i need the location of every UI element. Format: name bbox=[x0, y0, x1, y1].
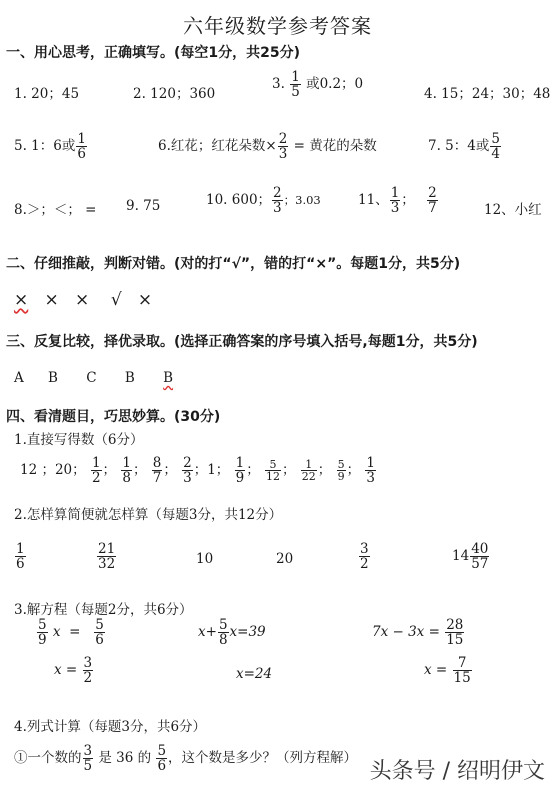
part1-answers: 12 ；20； $\frac{1}{2}$ ； $\frac{1}{8}$ ； $\frac{8}{7}$ ； $\frac{2}{3}$ ；1； $\frac{1}{9}$ ； $\frac{5}{12}$ ； $\frac{1}{22}$ ； $\frac{5}{9}$ ； $\frac{1}{3}$ bbox=[20, 455, 375, 487]
part2-label: 2.怎样算简便就怎样算（每题3分，共12分） bbox=[14, 507, 283, 523]
section4-heading: 四、看清题目，巧思妙算。(30分) bbox=[6, 409, 221, 425]
part4-label: 4.列式计算（每题3分，共6分） bbox=[14, 719, 207, 735]
part4-question-1: ①一个数的 $\frac{3}{5}$ 是 36 的 $\frac{5}{6}$ ，这个数是多少？（列方程解） bbox=[14, 743, 358, 775]
section3-heading: 三、反复比较，择优录取。(选择正确答案的序号填入括号,每题1分，共5分) bbox=[6, 334, 478, 350]
answer-2: 2. 120；360 bbox=[133, 86, 216, 102]
mark-5: × bbox=[137, 290, 153, 310]
part2-answer-1: $\frac{1}{6}$ bbox=[16, 541, 25, 573]
answer-3: 3. $\frac{1}{5}$ 或0.2；0 bbox=[272, 69, 364, 101]
mark-3: × bbox=[74, 290, 90, 310]
equation-1-answer: x = $\frac{3}{2}$ bbox=[54, 655, 93, 687]
mark-1: × bbox=[14, 290, 29, 310]
part2-answer-4: 20 bbox=[276, 551, 294, 567]
choice-1: A bbox=[14, 370, 24, 386]
equation-2-answer: x=24 bbox=[236, 666, 273, 682]
choice-answers bbox=[14, 370, 173, 386]
answer-1: 1. 20；45 bbox=[14, 86, 80, 102]
choice-3: C bbox=[86, 370, 97, 386]
page-title: 六年级数学参考答案 bbox=[183, 14, 372, 38]
part2-answer-6: 14 $\frac{40}{57}$ bbox=[452, 541, 489, 573]
answer-8: 8.＞；＜； = bbox=[14, 202, 97, 218]
answer-6: 6.红花；红花朵数× $\frac{2}{3}$ = 黄花的朵数 bbox=[158, 131, 377, 163]
part3-label: 3.解方程（每题2分，共6分） bbox=[14, 602, 193, 618]
equation-2: x+ $\frac{5}{8}$ x=39 bbox=[198, 617, 266, 649]
choice-2: B bbox=[48, 370, 58, 386]
section2-heading: 二、仔细推敲，判断对错。(对的打“√”，错的打“×”。每题1分，共5分) bbox=[6, 256, 461, 272]
answer-7: 7. 5：4或 $\frac{5}{4}$ bbox=[428, 131, 500, 163]
equation-3-answer: x = $\frac{7}{15}$ bbox=[424, 655, 471, 687]
part2-answer-3: 10 bbox=[196, 551, 214, 567]
equation-1: $\frac{5}{9}$ x = $\frac{5}{6}$ bbox=[38, 617, 104, 649]
equation-3: 7x − 3x = $\frac{28}{15}$ bbox=[372, 617, 464, 649]
part1-label: 1.直接写得数（6分） bbox=[14, 432, 144, 448]
answer-5: 5. 1：6或 $\frac{1}{6}$ bbox=[14, 131, 86, 163]
part2-answer-5: $\frac{3}{2}$ bbox=[360, 541, 369, 573]
judge-marks bbox=[14, 290, 152, 310]
watermark: 头条号 / 绍明伊文 bbox=[369, 759, 545, 784]
answer-12: 12、小红 bbox=[484, 202, 542, 218]
mark-4: √ bbox=[110, 290, 122, 310]
answer-9: 9. 75 bbox=[126, 198, 161, 214]
answer-11: 11、 $\frac{1}{3}$ ； $\frac{2}{7}$ bbox=[358, 185, 437, 217]
part2-answer-2: $\frac{21}{32}$ bbox=[98, 541, 116, 573]
answer-4: 4. 15；24；30；48 bbox=[424, 86, 551, 102]
mark-2: × bbox=[44, 290, 59, 310]
answer-10: 10. 600； $\frac{2}{3}$ ；3.03 bbox=[206, 185, 321, 217]
choice-4: B bbox=[124, 370, 135, 386]
choice-5: B bbox=[163, 370, 174, 386]
section1-heading: 一、用心思考，正确填写。(每空1分，共25分) bbox=[6, 45, 301, 61]
